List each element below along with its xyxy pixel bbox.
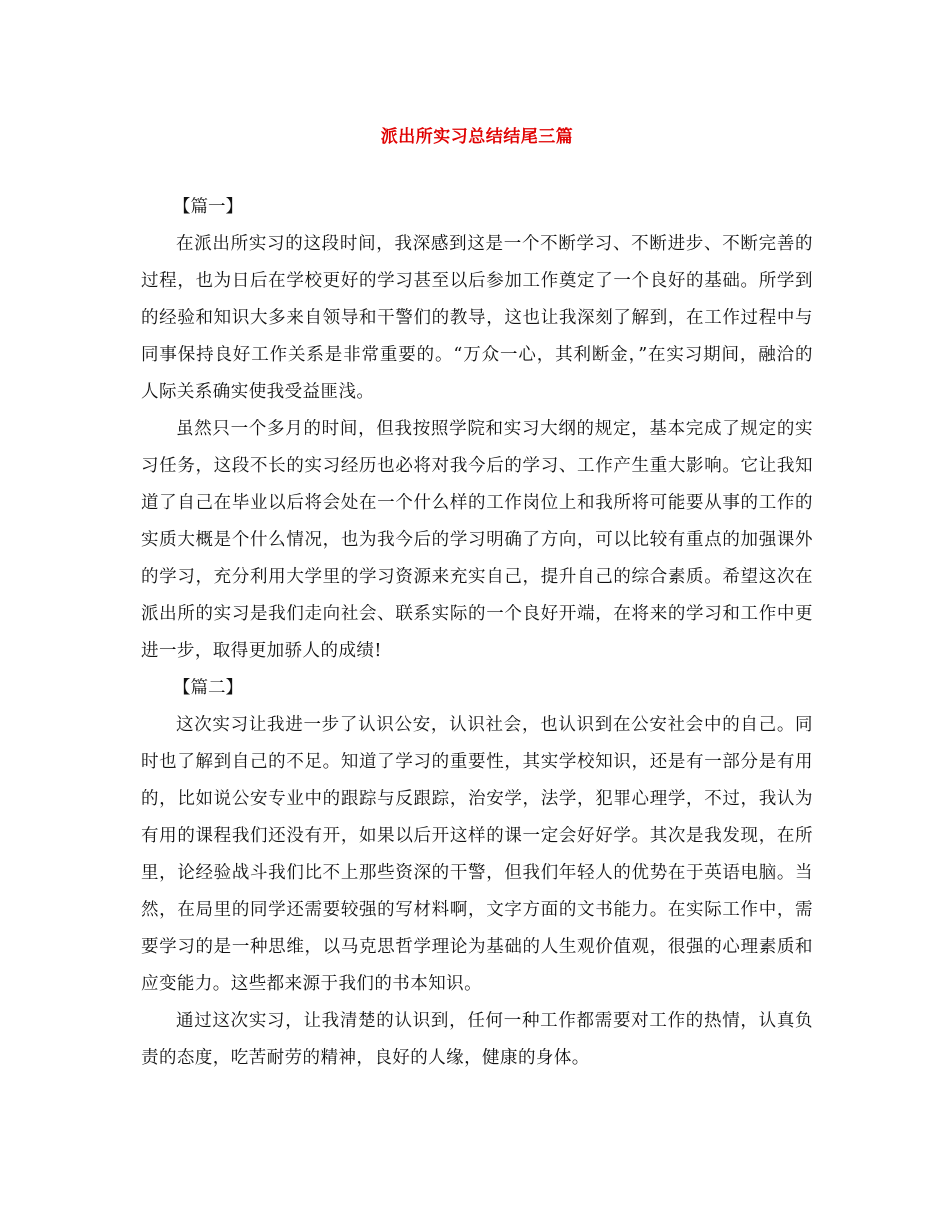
- section-1: [141, 189, 813, 670]
- paragraph: 通过这次实习，让我清楚的认识到，任何一种工作都需要对工作的热情，认真负责的态度，吃苦耐劳的精神，良好的人缘，健康的身体。: [141, 1011, 813, 1068]
- section-2: [141, 670, 813, 1077]
- paragraph: 在派出所实习的这段时间，我深感到这是一个不断学习、不断进步、不断完善的过程，也为日后在学校更好的学习甚至以后参加工作奠定了一个良好的基础。所学到的经验和知识大多来自领导和干警们的教导，这也让我深刻了解到，在工作过程中与同事保持良好工作关系是非常重要的。“万众一心，其利断金，”在实习期间，融洽的人际关系确实使我受益匪浅。: [141, 234, 813, 402]
- document-page: [141, 118, 813, 1077]
- paragraph: 这次实习让我进一步了认识公安，认识社会，也认识到在公安社会中的自己。同时也了解到自己的不足。知道了学习的重要性，其实学校知识，还是有一部分是有用的，比如说公安专业中的跟踪与反跟踪，治安学，法学，犯罪心理学，不过，我认为有用的课程我们还没有开，如果以后开这样的课一定会好好学。其次是我发现，在所里，论经验战斗我们比不上那些资深的干警，但我们年轻人的优势在于英语电脑。当然，在局里的同学还需要较强的写材料啊，文字方面的文书能力。在实际工作中，需要学习的是一种思维，以马克思哲学理论为基础的人生观价值观，很强的心理素质和应变能力。这些都来源于我们的书本知识。: [141, 715, 813, 994]
- document-title: 派出所实习总结结尾三篇: [380, 127, 574, 147]
- section-heading: 【篇一】: [173, 197, 243, 217]
- section-heading: 【篇二】: [173, 678, 243, 698]
- paragraph: 虽然只一个多月的时间，但我按照学院和实习大纲的规定，基本完成了规定的实习任务，这段不长的实习经历也必将对我今后的学习、工作产生重大影响。它让我知道了自己在毕业以后将会处在一个什么样的工作岗位上和我所将可能要从事的工作的实质大概是个什么情况，也为我今后的学习明确了方向，可以比较有重点的加强课外的学习，充分利用大学里的学习资源来充实自己，提升自己的综合素质。希望这次在派出所的实习是我们走向社会、联系实际的一个良好开端，在将来的学习和工作中更进一步，取得更加骄人的成绩!: [141, 419, 813, 661]
